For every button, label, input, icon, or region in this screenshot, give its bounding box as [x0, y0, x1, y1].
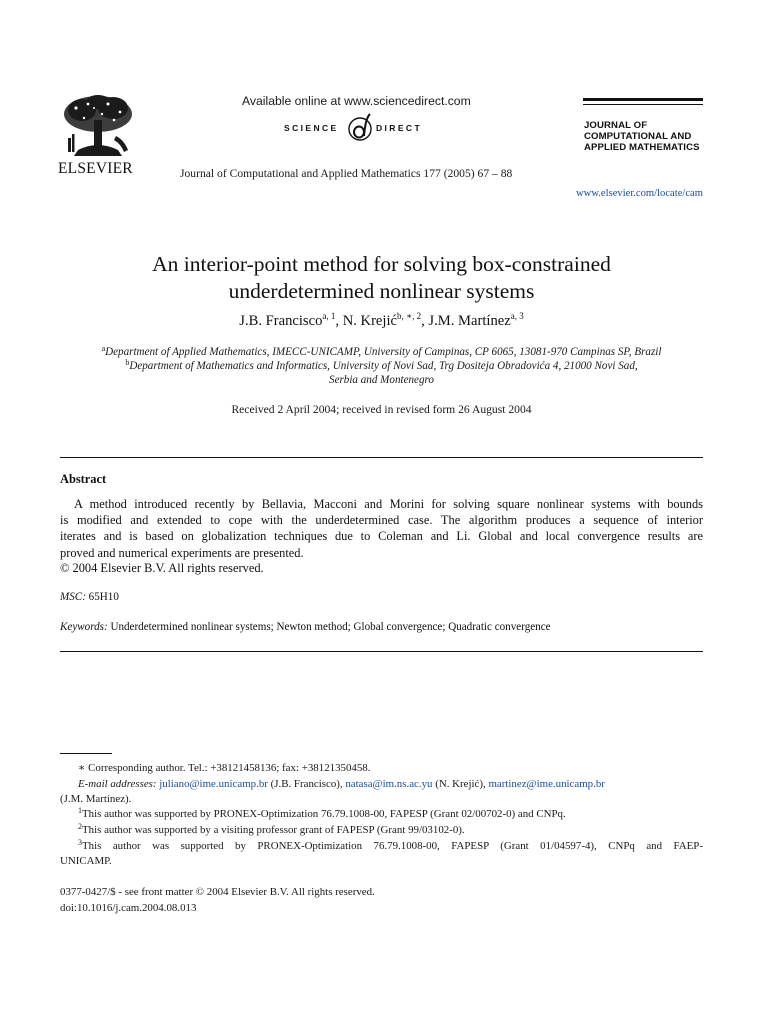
journal-name: [584, 120, 714, 153]
journal-header-rule-thin: [583, 104, 703, 105]
abstract-bottom-rule: [60, 651, 703, 652]
abstract-line: iterates and is based on globalization techniques due to Coleman and Li. Global and local convergence results are: [60, 529, 703, 544]
journal-name-line: COMPUTATIONAL AND: [584, 131, 692, 142]
elsevier-logo: [58, 94, 138, 182]
publisher-name: ELSEVIER: [58, 160, 133, 177]
sciencedirect-right-word: DIRECT: [376, 123, 423, 133]
abstract-copyright: © 2004 Elsevier B.V. All rights reserved.: [60, 561, 264, 575]
email-link-martinez[interactable]: martinez@ime.unicamp.br: [488, 778, 605, 790]
footnote-1: $^1$This author was supported by PRONEX-Optimization 76.79.1008-00, FAPESP (Grant 02/00702-0) and CNPq.: [78, 806, 566, 820]
email-label: E-mail addresses:: [78, 778, 157, 790]
author-name: J.M. Martínez: [428, 313, 511, 329]
journal-url-link[interactable]: www.elsevier.com/locate/cam: [576, 188, 703, 199]
author-list: [60, 313, 703, 330]
affiliation-line: $^b$Department of Mathematics and Informatics, University of Novi Sad, Trg Dositeja Obradovića 4, 21000 Novi Sad,: [125, 357, 638, 372]
email-link-krejic[interactable]: natasa@im.ns.ac.yu: [345, 778, 433, 790]
footnote-rule: [60, 753, 112, 754]
footnote-corresponding: ∗ Corresponding author. Tel.: +38121458136; fax: +38121350458.: [78, 762, 371, 774]
email-link-francisco[interactable]: juliano@ime.unicamp.br: [159, 778, 268, 790]
doi-link[interactable]: doi:10.1016/j.cam.2004.08.013: [60, 902, 197, 914]
affiliation-line: Serbia and Montenegro: [329, 373, 434, 386]
author-name: N. Krejić: [342, 313, 397, 329]
keywords-label: Keywords:: [60, 621, 108, 633]
footnote-mark: 2: [78, 822, 82, 831]
elsevier-tree-icon: [58, 94, 138, 158]
abstract-line: A method introduced recently by Bellavia, Macconi and Morini for solving square nonlinear systems with bounds: [74, 497, 703, 511]
journal-reference: Journal of Computational and Applied Mathematics 177 (2005) 67 – 88: [180, 167, 513, 180]
footnote-3-cont: UNICAMP.: [60, 855, 112, 867]
affiliation-line: $^a$Department of Applied Mathematics, IMECC-UNICAMP, University of Campinas, CP 6065, 13081-970 Campinas SP, Brazil: [101, 344, 662, 358]
footnote-2: $^2$This author was supported by a visiting professor grant of FAPESP (Grant 99/03102-0).: [78, 822, 465, 836]
abstract-line: is modified and extended to cope with the underdetermined case. The algorithm produces a sequence of interior: [60, 513, 703, 528]
sciencedirect-left-word: SCIENCE: [284, 123, 339, 133]
footnote-email-cont: (J.M. Martínez).: [60, 793, 132, 805]
journal-name-line: JOURNAL OF: [584, 120, 648, 131]
available-online-text[interactable]: Available online at www.sciencedirect.com: [242, 94, 471, 108]
sciencedirect-logo[interactable]: [284, 112, 444, 144]
paper-title-line: underdetermined nonlinear systems: [228, 279, 535, 303]
received-dates: Received 2 April 2004; received in revised form 26 August 2004: [231, 403, 532, 416]
sciencedirect-d-icon: [346, 112, 376, 144]
abstract-heading: Abstract: [60, 472, 107, 486]
journal-header-rule-thick: [583, 98, 703, 101]
footnote-mark: 3: [78, 838, 82, 847]
author-affiliation-mark: b, ∗, 2: [397, 311, 422, 321]
affiliations: [56, 346, 707, 387]
author-separator: ,: [335, 313, 343, 329]
footnote-mark: 1: [78, 806, 82, 815]
footnote-email: E-mail addresses: juliano@ime.unicamp.br (J.B. Francisco), natasa@im.ns.ac.yu (N. Krejić), martinez@ime.unicamp.br: [78, 778, 605, 790]
affiliation-mark: a: [101, 344, 106, 353]
author-affiliation-mark: a, 3: [510, 311, 524, 321]
paper-title-line: An interior-point method for solving box-constrained: [152, 252, 611, 276]
affiliation-mark: b: [125, 357, 130, 367]
msc-label: MSC:: [60, 591, 86, 603]
msc-classification: [60, 591, 119, 603]
author-affiliation-mark: a, 1: [322, 311, 336, 321]
footnote-3: $^3$This author was supported by PRONEX-Optimization 76.79.1008-00, FAPESP (Grant 01/04597-4), CNPq and FAEP-: [78, 838, 703, 852]
abstract-top-rule: [60, 457, 703, 458]
keywords-value: Underdetermined nonlinear systems; Newton method; Global convergence; Quadratic convergence: [107, 621, 551, 633]
keywords: [60, 621, 551, 633]
author-separator: ,: [421, 313, 429, 329]
front-matter-issn: 0377-0427/$ - see front matter © 2004 Elsevier B.V. All rights reserved.: [60, 886, 375, 898]
author-name: J.B. Francisco: [239, 313, 323, 329]
msc-value: 65H10: [85, 591, 119, 603]
abstract-line: proved and numerical experiments are presented.: [60, 545, 304, 560]
abstract-body: [60, 496, 703, 561]
paper-title: [60, 251, 703, 305]
journal-name-line: APPLIED MATHEMATICS: [584, 142, 700, 153]
